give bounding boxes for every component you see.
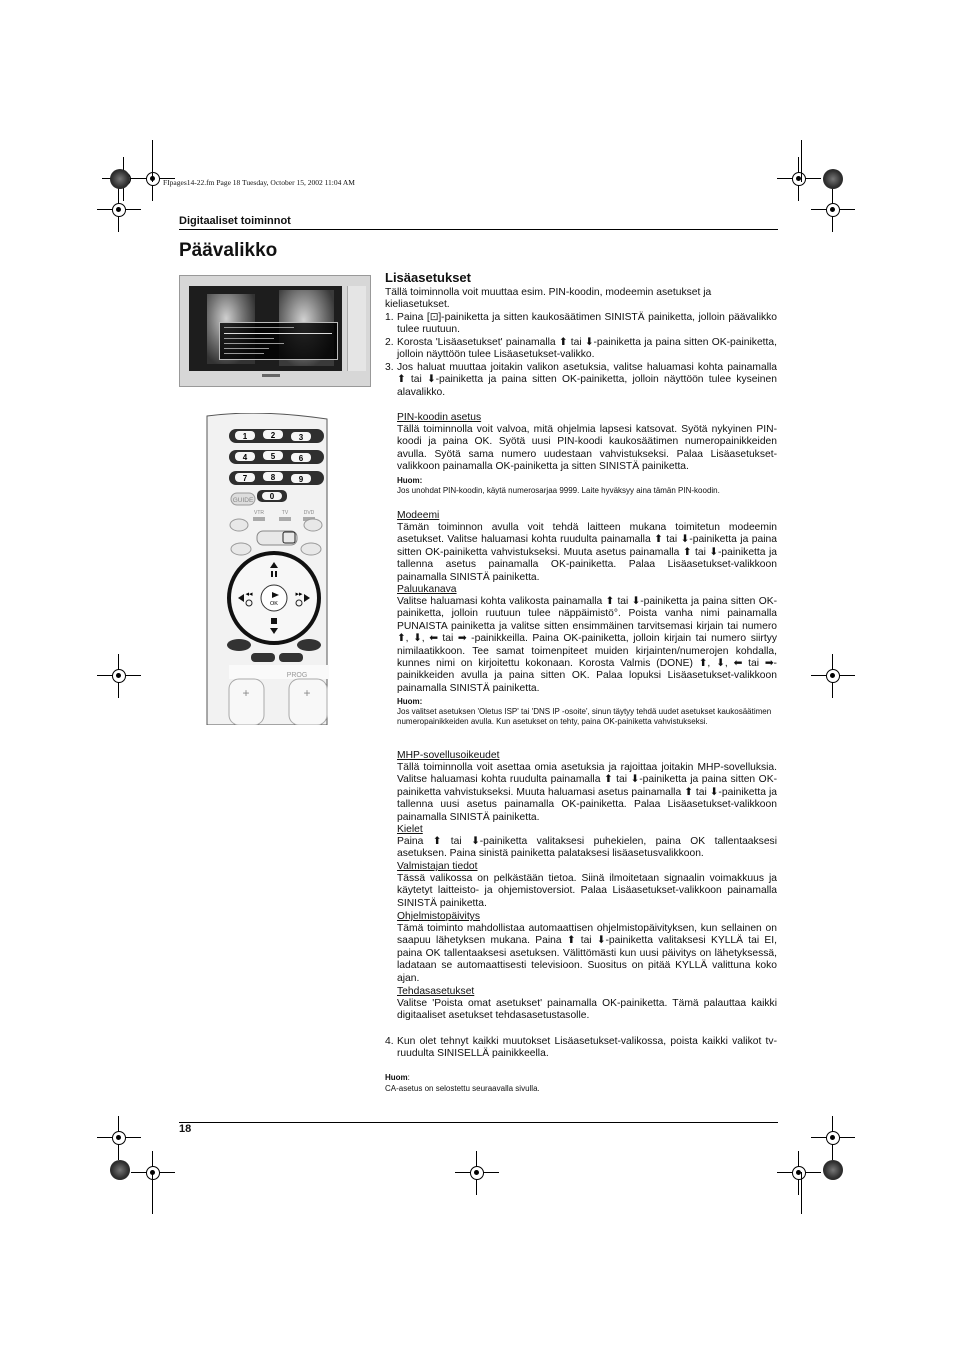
factory-settings-text: Valitse 'Poista omat asetukset' painamalla OK-painiketta. Tämä palauttaa kaikki digitaaliset asetukset tehdasasetustasolle.: [397, 998, 777, 1022]
step-3: Jos haluat muuttaa joitakin valikon asetuksia, valitse haluamasi kohta painamalla ⬆ tai ⬇-painiketta ja paina sitten OK-painiketta, jolloin näyttöön tulee kyseinen alavalikko.: [397, 362, 777, 398]
color-bar-disc: [110, 169, 130, 189]
tv-onscreen-menu: [219, 322, 338, 360]
remote-control: [179, 413, 329, 725]
plus-icon: +: [303, 686, 311, 700]
registration-mark: [811, 654, 855, 698]
key-1: 1: [242, 432, 248, 441]
color-bar-disc: [823, 169, 843, 189]
registration-mark: [811, 188, 855, 232]
manufacturer-title: Valmistajan tiedot: [397, 861, 478, 872]
registration-mark: [97, 654, 141, 698]
modem-text: Tämän toiminnon avulla voit tehdä laitteen mukana toimitetun modeemin asetukset. Valitse haluamasi kohta ruudulta painamalla ⬆ tai ⬇-painiketta ja paina sitten OK-painiketta vahvistukseksi. Muuta asetus painamalla ⬆ tai ⬇-painiketta ja tallenna asetus painamalla OK-painiketta. Palaa Lisäasetukset-valikkoon painamalla SINISTÄ painiketta.: [397, 522, 777, 583]
return-channel-title: Paluukanava: [397, 584, 457, 595]
footer-rule: [179, 1122, 778, 1123]
stop-icon: [271, 618, 277, 624]
pin-note-label: Huom:: [397, 476, 423, 485]
key-4: 4: [242, 453, 248, 462]
plus-icon: +: [242, 686, 250, 700]
color-button: [227, 639, 251, 651]
key-5: 5: [270, 452, 276, 461]
step-number: 3.: [385, 362, 394, 373]
step-1: Paina [⊡]-painiketta ja sitten kaukosäätimen SINISTÄ painiketta, jolloin päävalikko tulee ruutuun.: [397, 312, 777, 336]
pause-icon: [271, 571, 273, 577]
vtr-label: VTR: [254, 510, 264, 516]
final-note-label: Huom:: [385, 1073, 410, 1082]
trim-line: [152, 1172, 153, 1214]
software-update-text: Tämä toiminto mahdollistaa automaattisen ohjelmistopäivityksen, kun sellainen on saapuu lähetyksen mukana. Paina ⬆ tai ⬇-painiketta valitaksesi KYLLÄ tai EI, paina OK tallentaaksesi asetuksen. Välittömästi kun uusi päivitys on lähetyksessä, ladataan se automaattisesti televisioon. Suositus on pitää KYLLÄ valittuna koko ajan.: [397, 923, 777, 984]
guide-label: GUIDE: [232, 497, 254, 504]
file-info-line: FIpages14-22.fm Page 18 Tuesday, October 15, 2002 11:04 AM: [163, 178, 355, 187]
trim-line: [801, 1172, 802, 1214]
key-9: 9: [298, 475, 304, 484]
mhp-text: Tällä toiminnolla voit asettaa omia asetuksia ja rajoittaa joitakin MHP-sovelluksia. Valitse haluamasi kohta ruudulta painamalla ⬆ tai ⬇-painiketta ja paina sitten OK-painiketta vahvistukseksi. Muuta haluamasi asetus painamalla ⬆ tai ⬇-painiketta ja tallenna uusi asetus painamalla OK-painiketta. Palaa Lisäasetukset-valikkoon painamalla SINISTÄ painiketta.: [397, 762, 777, 823]
final-note: CA-asetus on selostettu seuraavalla sivulla.: [385, 1084, 540, 1093]
languages-text: Paina ⬆ tai ⬇-painiketta valitaksesi puhekielen, paina OK tallentaaksesi asetuksen. Paina sinistä painiketta palataksesi lisäasetusvalikkoon.: [397, 836, 777, 860]
color-button: [297, 639, 321, 651]
step-2: Korosta 'Lisäasetukset' painamalla ⬆ tai ⬇-painiketta ja paina sitten OK-painiketta, jolloin näyttöön tulee Lisäasetukset-valikko.: [397, 337, 777, 361]
step-number: 4.: [385, 1036, 394, 1047]
trim-line: [152, 140, 153, 182]
tv-label: TV: [281, 510, 289, 516]
key-3: 3: [298, 433, 304, 442]
section-heading: Lisäasetukset: [385, 270, 471, 285]
prog-label: PROG: [286, 672, 308, 679]
trim-line: [801, 140, 802, 182]
key-0: 0: [269, 492, 275, 501]
pin-title: PIN-koodin asetus: [397, 412, 482, 423]
page-number: 18: [179, 1123, 192, 1135]
ok-label: OK: [270, 601, 278, 607]
section-header: Digitaaliset toiminnot: [179, 215, 291, 227]
rewind-icon: ◂◂: [245, 591, 253, 598]
remote-control-illustration: [179, 413, 329, 725]
return-channel-note: Jos valitset asetuksen 'Oletus ISP' tai 'DNS IP -osoite', sinun täytyy tehdä uudet asetukset kaukosäätimen numeropainikkeiden avulla. Kun asetukset on tehty, paina OK-painiketta vahvistukseksi.: [397, 707, 772, 727]
registration-mark: [455, 1151, 499, 1195]
key-7: 7: [242, 474, 248, 483]
color-bar-disc: [823, 1160, 843, 1180]
pin-note: Jos unohdat PIN-koodin, käytä numerosarjaa 9999. Laite hyväksyy aina tämän PIN-koodin.: [397, 486, 720, 495]
registration-mark: [97, 188, 141, 232]
page-title: Päävalikko: [179, 240, 278, 261]
return-channel-note-label: Huom:: [397, 697, 423, 706]
tv-side-panel: [347, 286, 366, 371]
registration-mark: [777, 1151, 821, 1195]
registration-mark: [131, 1151, 175, 1195]
languages-title: Kielet: [397, 824, 423, 835]
tv-screen: [189, 286, 342, 371]
navigation-ring: [229, 553, 319, 643]
intro-paragraph: Tällä toiminnolla voit muuttaa esim. PIN-koodin, modeemin asetukset ja kieliasetukset.: [385, 287, 712, 311]
manufacturer-text: Tässä valikossa on pelkästään tietoa. Siinä ilmoitetaan signaalin voimakkuus ja käytetyt laitteisto- ja ohjemistoversiot. Palaa Lisäasetukset-valikkoon painamalla SINISTÄ painiketta.: [397, 873, 777, 909]
pin-text: Tällä toiminnolla voit valvoa, mitä ohjelmia lapsesi katsovat. Syötä nykyinen PIN-koodi ja paina OK. Syötä uusi PIN-koodi kaukosäätimen numeropainikkeiden avulla. Syötä sama numero uudestaan vahvistukseksi. Palaa Lisäasetukset-valikkoon painamalla OK-painiketta ja sitten SINISTÄ painiketta.: [397, 424, 777, 473]
return-channel-text: Valitse haluamasi kohta valikosta painamalla ⬆ tai ⬇-painiketta ja paina sitten OK-painiketta, jolloin ruutuun tulee näppäimistö°. Poista vanha nimi painamalla PUNAISTA painiketta ja valitse sitten ensimmäinen tarvitsemasi kirjain tai numero ⬆, ⬇, ⬅ tai ➡ -painikkeilla. Paina OK-painiketta, jolloin kirjain tai numero siirtyy nimilaatikkoon. Tee samat toimenpiteet muiden kirjainten/numerojen kohdalla, kunnes nimi on kirjoitettu kokonaan. Korosta Valmis (DONE) ⬆, ⬇, ⬅ tai ➡-painikkeiden avulla ja paina sitten OK. Palaa lopuksi Lisäasetukset-valikkoon painamalla SINISTÄ painiketta.: [397, 596, 777, 694]
key-6: 6: [298, 454, 304, 463]
mhp-title: MHP-sovellusoikeudet: [397, 750, 500, 761]
software-update-title: Ohjelmistopäivitys: [397, 911, 480, 922]
step-4: Kun olet tehnyt kaikki muutokset Lisäasetukset-valikossa, poista kaikki valikot tv-ruudulta SINISELLÄ painikkeella.: [397, 1036, 777, 1060]
header-rule: [179, 229, 778, 230]
key-8: 8: [270, 473, 276, 482]
step-number: 2.: [385, 337, 394, 348]
tv-logo: [262, 374, 280, 377]
modem-title: Modeemi: [397, 510, 440, 521]
dvd-label: DVD: [303, 510, 315, 516]
key-2: 2: [270, 431, 276, 440]
factory-settings-title: Tehdasasetukset: [397, 986, 475, 997]
fast-forward-icon: ▸▸: [295, 591, 303, 598]
color-bar-disc: [110, 1160, 130, 1180]
tv-screenshot: [179, 275, 371, 387]
step-number: 1.: [385, 312, 394, 323]
